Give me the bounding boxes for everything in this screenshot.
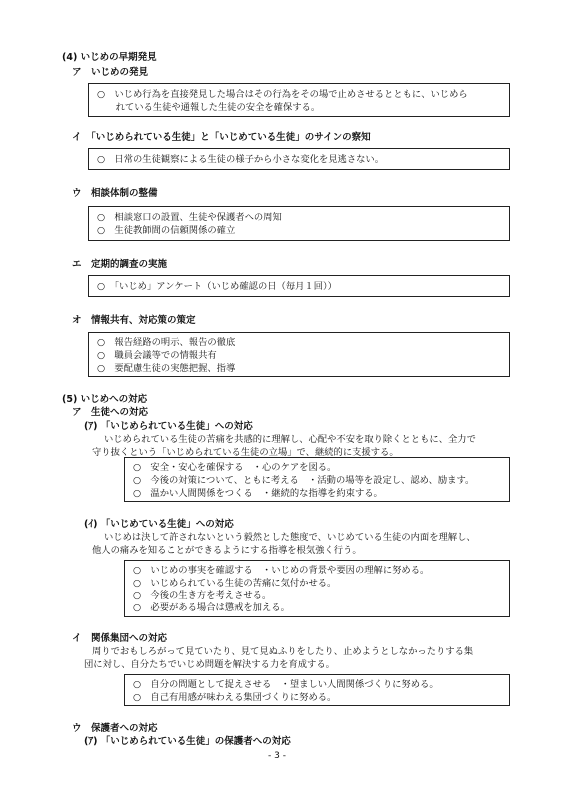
s4-a-box xyxy=(88,83,510,117)
box-line: ○ 要配慮生徒の実態把握、指導 xyxy=(97,363,236,374)
box-line: ○ 自分の問題として捉えさせる ・望ましい人間関係づくりに努める。 xyxy=(133,679,439,690)
s5-p1-para: いじめられている生徒の苦痛を共感的に理解し、心配や不安を取り除くとともに、全力で xyxy=(104,434,476,445)
s5-p1-para: 守り抜くという「いじめられている生徒の立場」で、継続的に支援する。 xyxy=(92,447,399,458)
box-line: ○ 今後の対策について、ともに考える ・活動の場等を設定し、認め、励ます。 xyxy=(133,475,475,486)
s5-p1-title: (ｱ) 「いじめられている生徒」への対応 xyxy=(84,421,253,432)
box-line: ○ 報告経路の明示、報告の徹底 xyxy=(97,337,236,348)
box-line: ○ 職員会議等での情報共有 xyxy=(97,350,217,361)
section-4-heading: (4) いじめの早期発見 xyxy=(62,52,157,63)
s5-p2-para: いじめは決して許されないという毅然とした態度で、いじめている生徒の内面を理解し、 xyxy=(104,532,476,543)
s5-i-title: イ 関係集団への対応 xyxy=(72,633,168,644)
s4-u-title: ウ 相談体制の整備 xyxy=(72,188,158,199)
box-line: ○ 安全・安心を確保する ・心のケアを図る。 xyxy=(133,462,337,473)
s4-i-box xyxy=(88,148,510,170)
s5-p2-box xyxy=(124,560,510,617)
s5-p2-para: 他人の痛みを知ることができるようにする指導を根気強く行う。 xyxy=(92,545,362,556)
box-line: ○ 生徒教師間の信頼関係の確立 xyxy=(97,225,236,236)
box-line: ○ 今後の生き方を考えさせる。 xyxy=(133,590,272,601)
s4-o-title: オ 情報共有、対応策の策定 xyxy=(72,315,196,326)
s5-u-sub: (ｱ) 「いじめられている生徒」の保護者への対応 xyxy=(84,736,291,747)
box-line: ○ 温かい人間関係をつくる ・継続的な指導を約束する。 xyxy=(133,488,383,499)
box-line: ○ 日常の生徒観察による生徒の様子から小さな変化を見逃さない。 xyxy=(97,154,385,165)
box-line: ○ 自己有用感が味わえる集団づくりに努める。 xyxy=(133,692,337,703)
s4-u-box xyxy=(88,206,510,241)
box-line: ○ いじめの事実を確認する ・いじめの背景や要因の理解に努める。 xyxy=(133,565,430,576)
box-line: ○ いじめ行為を直接発見した場合はその行為をその場で止めさせるとともに、いじめら xyxy=(97,89,468,100)
s4-i-title: イ 「いじめられている生徒」と「いじめている生徒」のサインの察知 xyxy=(72,132,371,143)
box-line: れている生徒や通報した生徒の安全を確保する。 xyxy=(97,102,321,113)
box-line: ○ 必要がある場合は懲戒を加える。 xyxy=(133,602,290,613)
s5-i-para: 団に対し、自分たちでいじめ問題を解決する力を育成する。 xyxy=(84,659,335,670)
box-line: ○ 「いじめ」アンケート（いじめ確認の日（毎月１回）） xyxy=(97,281,337,292)
s4-a-title: ア いじめの発見 xyxy=(72,67,149,78)
page-number: - 3 - xyxy=(268,751,286,761)
s5-u-title: ウ 保護者への対応 xyxy=(72,723,158,734)
s5-i-para: 周りでおもしろがって見ていたり、見て見ぬふりをしたり、止めようとしなかったりする集 xyxy=(92,646,474,657)
box-line: ○ いじめられている生徒の苦痛に気付かせる。 xyxy=(133,578,337,589)
s5-a-title: ア 生徒への対応 xyxy=(72,407,149,418)
s4-e-title: エ 定期的調査の実施 xyxy=(72,259,168,270)
box-line: ○ 相談窓口の設置、生徒や保護者への周知 xyxy=(97,212,282,223)
s4-o-box xyxy=(88,332,510,377)
s4-e-box xyxy=(88,275,510,297)
section-5-heading: (5) いじめへの対応 xyxy=(62,394,148,405)
s5-p2-title: (ｲ) 「いじめている生徒」への対応 xyxy=(84,519,234,530)
s5-p1-box xyxy=(124,457,510,502)
s5-i-box xyxy=(124,674,510,706)
